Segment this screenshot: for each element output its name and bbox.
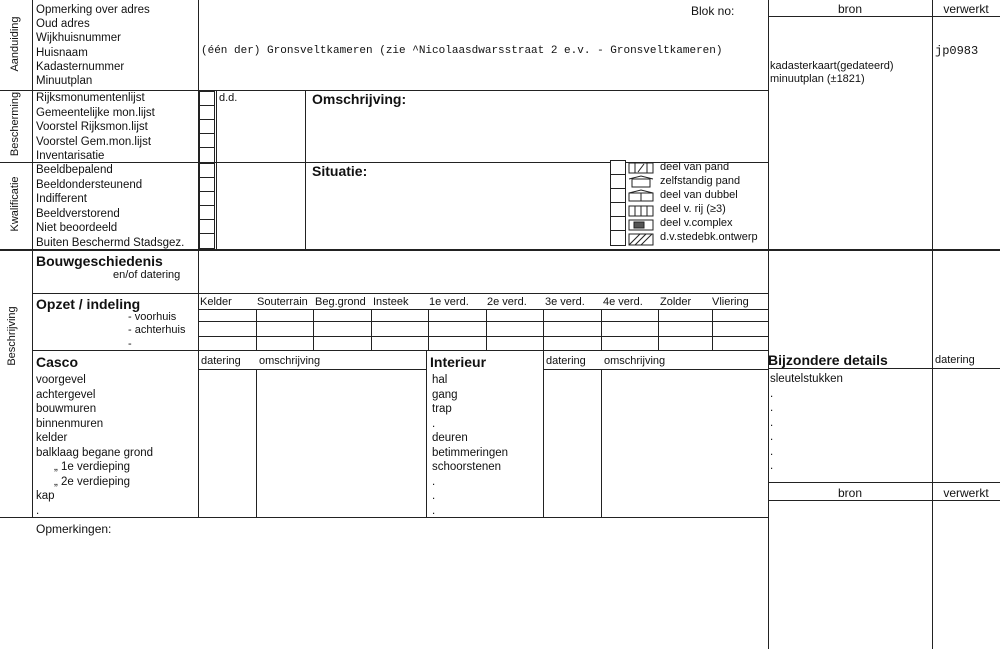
rule-opzet-c0 bbox=[198, 293, 199, 350]
interieur-item: . bbox=[432, 504, 436, 517]
kwalificatie-checkbox[interactable] bbox=[199, 233, 215, 249]
bijzondere-title: Bijzondere details bbox=[768, 352, 888, 368]
situatie-item: deel van dubbel bbox=[660, 189, 738, 201]
bron-source: minuutplan (±1821) bbox=[770, 73, 865, 85]
bijzondere-item: . bbox=[770, 431, 774, 443]
casco-datering-header: datering bbox=[201, 355, 241, 367]
bescherming-item: Voorstel Rijksmon.lijst bbox=[36, 121, 148, 133]
aanduiding-field: Huisnaam bbox=[36, 46, 88, 59]
casco-item: binnenmuren bbox=[36, 417, 104, 430]
situatie-item: zelfstandig pand bbox=[660, 175, 741, 187]
kwalificatie-item: Buiten Beschermd Stadsgez. bbox=[36, 236, 185, 249]
interieur-item: schoorstenen bbox=[432, 461, 502, 473]
verwerkt-header: verwerkt bbox=[943, 2, 989, 16]
opzet-title: Opzet / indeling bbox=[36, 296, 141, 312]
opzet-col-zolder: Zolder bbox=[660, 296, 692, 308]
rule-bouw-col bbox=[198, 251, 199, 293]
kwalificatie-item: Indifferent bbox=[36, 193, 87, 205]
rule-opzet-c4 bbox=[428, 309, 429, 350]
blok-no-label: Blok no: bbox=[691, 4, 735, 18]
opzet-col-kelder: Kelder bbox=[200, 296, 232, 308]
casco-item: bouwmuren bbox=[36, 403, 97, 415]
rule-casco-header bbox=[198, 369, 426, 370]
section-label-kwalificatie: Kwalificatie bbox=[9, 176, 21, 232]
bron-sources bbox=[770, 60, 894, 86]
aanduiding-field: Wijkhuisnummer bbox=[36, 32, 121, 45]
deel-van-dubbel-icon bbox=[629, 190, 653, 201]
interieur-item: . bbox=[432, 475, 436, 488]
aanduiding-field-list bbox=[36, 3, 150, 88]
rule-opzet-bottom bbox=[32, 350, 768, 351]
dd-label: d.d. bbox=[219, 92, 238, 104]
opzet-col-beg-grond: Beg.grond bbox=[315, 296, 366, 308]
interieur-omschrijving-header: omschrijving bbox=[604, 355, 666, 367]
deel-complex-icon bbox=[629, 220, 653, 230]
rule-interieur-omschrijving bbox=[601, 369, 602, 517]
rule-col-216 bbox=[216, 90, 217, 249]
rule-bijzondere-header bbox=[768, 368, 1000, 369]
casco-item: voorgevel bbox=[36, 374, 86, 386]
rule-casco-omschrijving bbox=[256, 369, 257, 517]
interieur-item: . bbox=[432, 417, 436, 430]
interieur-item: gang bbox=[432, 388, 458, 401]
rule-opzet-c6 bbox=[543, 309, 544, 350]
situatie-pictograms bbox=[626, 160, 658, 248]
aanduiding-value: (één der) Gronsveltkameren (zie ^Nicolaasdwarsstraat 2 e.v. - Gronsveltkameren) bbox=[201, 45, 723, 57]
rule-left-labels bbox=[32, 0, 33, 517]
verwerkt-value: jp0983 bbox=[935, 44, 979, 58]
rule-bouwgeschiedenis-bottom bbox=[32, 293, 768, 294]
omschrijving-label: Omschrijving: bbox=[312, 91, 407, 107]
rule-opzet-c5 bbox=[486, 309, 487, 350]
casco-list bbox=[36, 373, 153, 518]
kwalificatie-item: Beeldbepalend bbox=[36, 164, 113, 176]
situatie-list bbox=[660, 160, 758, 244]
bottom-verwerkt-header: verwerkt bbox=[943, 486, 989, 500]
casco-item: kap bbox=[36, 490, 55, 502]
bescherming-item: Gemeentelijke mon.lijst bbox=[36, 106, 155, 119]
opzet-row-label: - voorhuis bbox=[128, 311, 177, 323]
bron-header: bron bbox=[837, 2, 863, 16]
interieur-title: Interieur bbox=[430, 354, 487, 370]
interieur-item: . bbox=[432, 490, 436, 502]
bouwgeschiedenis-title: Bouwgeschiedenis bbox=[36, 253, 163, 269]
rule-opzet-c3 bbox=[371, 309, 372, 350]
casco-item: kelder bbox=[36, 432, 68, 444]
situatie-checkbox[interactable] bbox=[610, 230, 626, 246]
kwalificatie-item: Niet beoordeeld bbox=[36, 222, 118, 234]
interieur-item: deuren bbox=[432, 432, 468, 444]
bijzondere-datering-header: datering bbox=[935, 354, 975, 366]
interieur-item: betimmeringen bbox=[432, 446, 509, 459]
opzet-col-4e-verd: 4e verd. bbox=[603, 296, 643, 308]
bescherming-item: Inventarisatie bbox=[36, 150, 105, 162]
opzet-col-2e-verd: 2e verd. bbox=[487, 296, 527, 308]
section-label-aanduiding: Aanduiding bbox=[9, 16, 21, 72]
rule-opzet-row2 bbox=[198, 321, 768, 322]
stedebouwkundig-ontwerp-icon bbox=[629, 234, 653, 245]
rule-bottom-bron-header bbox=[768, 500, 1000, 501]
bescherming-item: Voorstel Gem.mon.lijst bbox=[36, 135, 152, 148]
situatie-item: deel van pand bbox=[660, 161, 730, 173]
rule-casco-datering bbox=[198, 350, 199, 517]
rule-bron-header bbox=[768, 16, 1000, 17]
opzet-col-vliering: Vliering bbox=[712, 296, 749, 308]
rule-opzet-c8 bbox=[658, 309, 659, 350]
section-label-bescherming: Bescherming bbox=[9, 91, 21, 157]
bron-source: kadasterkaart(gedateerd) bbox=[770, 60, 894, 72]
bouwgeschiedenis-subtitle: en/of datering bbox=[113, 269, 181, 281]
rule-opzet-row3 bbox=[198, 336, 768, 337]
bijzondere-item: . bbox=[770, 387, 774, 400]
bottom-bron-header: bron bbox=[837, 486, 863, 500]
kwalificatie-item: Beeldondersteunend bbox=[36, 178, 143, 191]
situatie-label: Situatie: bbox=[312, 163, 368, 179]
opzet-col-souterrain: Souterrain bbox=[257, 296, 308, 308]
aanduiding-field: Opmerking over adres bbox=[36, 4, 150, 16]
rule-col-305 bbox=[305, 90, 306, 249]
deel-van-pand-icon bbox=[629, 163, 653, 173]
casco-title: Casco bbox=[36, 354, 79, 370]
section-label-beschrijving: Beschrijving bbox=[6, 306, 18, 366]
rule-verwerkt-col bbox=[932, 0, 933, 649]
interieur-list bbox=[432, 373, 508, 518]
casco-item: „ 2e verdieping bbox=[54, 475, 131, 488]
situatie-item: d.v.stedebk.ontwerp bbox=[660, 231, 758, 243]
opzet-row-label: - achterhuis bbox=[128, 324, 186, 336]
rule-right-main bbox=[768, 0, 769, 649]
opmerkingen-label: Opmerkingen: bbox=[36, 522, 112, 536]
situatie-item: deel v.complex bbox=[660, 217, 733, 229]
bijzondere-item: . bbox=[770, 445, 774, 458]
opzet-col-3e-verd: 3e verd. bbox=[545, 296, 585, 308]
bijzondere-list bbox=[770, 372, 843, 474]
casco-item: . bbox=[36, 504, 40, 517]
casco-item: balklaag begane grond bbox=[36, 446, 154, 459]
rule-opzet-row1 bbox=[198, 309, 768, 310]
opzet-col-insteek: Insteek bbox=[373, 296, 409, 308]
rule-opzet-c7 bbox=[601, 309, 602, 350]
rule-opzet-c2 bbox=[313, 309, 314, 350]
zelfstandig-pand-icon bbox=[629, 176, 653, 187]
bescherming-list bbox=[36, 91, 155, 164]
kwalificatie-item: Beeldverstorend bbox=[36, 207, 120, 220]
aanduiding-field: Kadasternummer bbox=[36, 60, 125, 73]
bijzondere-item: . bbox=[770, 416, 774, 429]
interieur-datering-header: datering bbox=[546, 355, 586, 367]
aanduiding-field: Minuutplan bbox=[36, 75, 93, 88]
rule-interieur-left bbox=[426, 350, 427, 517]
casco-omschrijving-header: omschrijving bbox=[259, 355, 321, 367]
casco-item: „ 1e verdieping bbox=[54, 461, 131, 473]
bijzondere-item: sleutelstukken bbox=[770, 373, 843, 385]
rule-opzet-c1 bbox=[256, 309, 257, 350]
kwalificatie-list bbox=[36, 163, 184, 250]
interieur-item: hal bbox=[432, 374, 448, 386]
rule-interieur-header bbox=[543, 369, 768, 370]
deel-rij-icon bbox=[629, 206, 653, 216]
situatie-item: deel v. rij (≥3) bbox=[660, 203, 726, 215]
interieur-item: trap bbox=[432, 403, 452, 415]
opzet-col-1e-verd: 1e verd. bbox=[429, 296, 469, 308]
rule-bijzondere-bottom bbox=[768, 482, 1000, 483]
opzet-row-label: - bbox=[128, 338, 132, 350]
bescherming-item: Rijksmonumentenlijst bbox=[36, 92, 145, 104]
bijzondere-item: . bbox=[770, 402, 774, 414]
bescherming-checkbox[interactable] bbox=[199, 147, 215, 163]
casco-item: achtergevel bbox=[36, 388, 96, 401]
rule-opzet-c9 bbox=[712, 309, 713, 350]
aanduiding-field: Oud adres bbox=[36, 18, 90, 31]
rule-interieur-datering bbox=[543, 350, 544, 517]
bijzondere-item: . bbox=[770, 460, 774, 472]
